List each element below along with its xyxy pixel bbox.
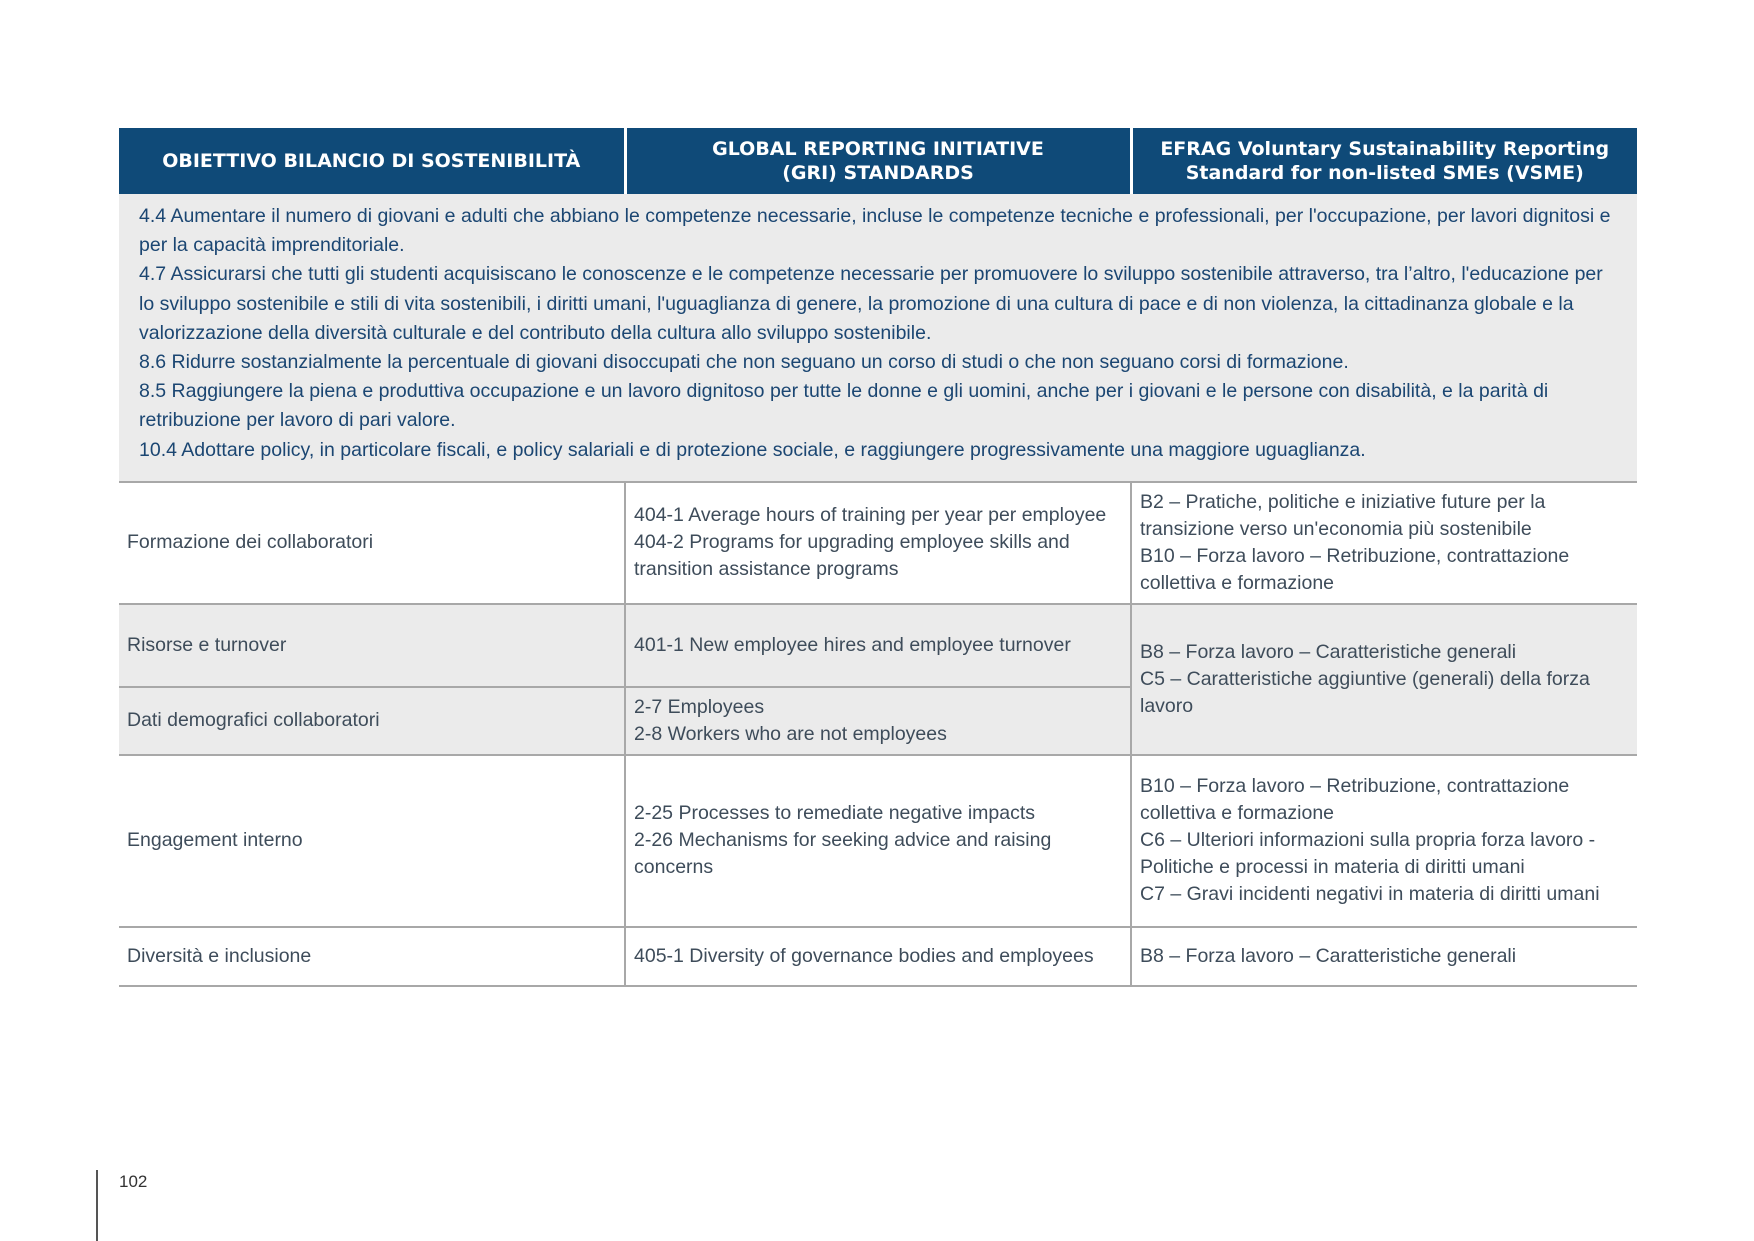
- table-row: [119, 482, 1637, 604]
- table-row: [119, 604, 1637, 687]
- header-objective: OBIETTIVO BILANCIO DI SOSTENIBILITÀ: [119, 128, 625, 194]
- gri-disclosure: 405-1 Diversity of governance bodies and employees: [634, 944, 1094, 967]
- vsme-cell: [1131, 482, 1637, 604]
- header-gri-line1: GLOBAL REPORTING INITIATIVE: [712, 138, 1044, 160]
- vsme-disclosure: B10 – Forza lavoro – Retribuzione, contrattazione collettiva e formazione: [1140, 544, 1570, 594]
- objective-cell: Dati demografici collaboratori: [119, 687, 625, 755]
- gri-disclosure: 404-1 Average hours of training per year per employee: [634, 504, 1107, 527]
- objective-cell: Risorse e turnover: [119, 604, 625, 687]
- objective-cell: Formazione dei collaboratori: [119, 482, 625, 604]
- gri-disclosure: 401-1 New employee hires and employee turnover: [634, 633, 1071, 656]
- sdg-target: 4.4 Aumentare il numero di giovani e adulti che abbiano le competenze necessarie, incluse le competenze tecniche e professionali, per l'occupazione, per lavori dignitosi e per la capacità imprenditoriale.: [139, 205, 1611, 257]
- gri-cell: [625, 482, 1131, 604]
- table-row: [119, 927, 1637, 986]
- vsme-disclosure: B8 – Forza lavoro – Caratteristiche generali: [1140, 944, 1517, 967]
- header-vsme-line1: EFRAG Voluntary Sustainability Reporting: [1160, 138, 1610, 160]
- objective-cell: Diversità e inclusione: [119, 927, 625, 986]
- gri-cell: [625, 927, 1131, 986]
- gri-disclosure: 404-2 Programs for upgrading employee skills and transition assistance programs: [634, 531, 1070, 581]
- vsme-disclosure: B8 – Forza lavoro – Caratteristiche generali: [1140, 640, 1517, 663]
- sdg-targets: [119, 194, 1637, 482]
- vsme-cell: [1131, 927, 1637, 986]
- header-vsme-line2: Standard for non-listed SMEs (VSME): [1185, 162, 1584, 184]
- vsme-cell: [1131, 604, 1637, 755]
- gri-cell: [625, 604, 1131, 687]
- vsme-disclosure: C7 – Gravi incidenti negativi in materia di diritti umani: [1140, 883, 1600, 906]
- gri-disclosure: 2-7 Employees: [634, 695, 765, 718]
- page-number: 102: [119, 1172, 148, 1191]
- vsme-disclosure: B2 – Pratiche, politiche e iniziative future per la transizione verso un'economia più sostenibile: [1140, 490, 1546, 540]
- gri-disclosure: 2-8 Workers who are not employees: [634, 722, 947, 745]
- table-header-row: [119, 128, 1637, 194]
- vsme-disclosure: B10 – Forza lavoro – Retribuzione, contrattazione collettiva e formazione: [1140, 775, 1570, 825]
- gri-cell: [625, 755, 1131, 927]
- table-row: [119, 755, 1637, 927]
- vsme-disclosure: C5 – Caratteristiche aggiuntive (generali) della forza lavoro: [1140, 667, 1590, 717]
- sdg-target: 10.4 Adottare policy, in particolare fiscali, e policy salariali e di protezione sociale, e raggiungere progressivamente una maggiore uguaglianza.: [139, 438, 1366, 461]
- footer-divider: [96, 1170, 98, 1241]
- vsme-disclosure: C6 – Ulteriori informazioni sulla propria forza lavoro - Politiche e processi in materia di diritti umani: [1140, 829, 1596, 879]
- sdg-targets-row: [119, 194, 1637, 482]
- sdg-target: 8.6 Ridurre sostanzialmente la percentuale di giovani disoccupati che non seguano un corso di studi o che non seguano corsi di formazione.: [139, 351, 1349, 374]
- vsme-cell: [1131, 755, 1637, 927]
- gri-cell: [625, 687, 1131, 755]
- header-gri: [625, 128, 1131, 194]
- header-vsme: [1131, 128, 1637, 194]
- sdg-target: 4.7 Assicurarsi che tutti gli studenti acquisiscano le conoscenze e le competenze necessarie per promuovere lo sviluppo sostenibile attraverso, tra l’altro, l'educazione per lo sviluppo sostenibile e stili di vita sostenibili, i diritti umani, l'uguaglianza di genere, la promozione di una cultura di pace e di non violenza, la cittadinanza globale e la valorizzazione della diversità culturale e del contributo della cultura allo sviluppo sostenibile.: [139, 263, 1603, 344]
- gri-disclosure: 2-25 Processes to remediate negative impacts: [634, 802, 1036, 825]
- gri-disclosure: 2-26 Mechanisms for seeking advice and raising concerns: [634, 829, 1052, 879]
- header-gri-line2: (GRI) STANDARDS: [782, 162, 974, 184]
- gri-correlation-table: [119, 128, 1637, 987]
- sdg-target: 8.5 Raggiungere la piena e produttiva occupazione e un lavoro dignitoso per tutte le donne e gli uomini, anche per i giovani e le persone con disabilità, e la parità di retribuzione per lavoro di pari valore.: [139, 380, 1549, 432]
- objective-cell: Engagement interno: [119, 755, 625, 927]
